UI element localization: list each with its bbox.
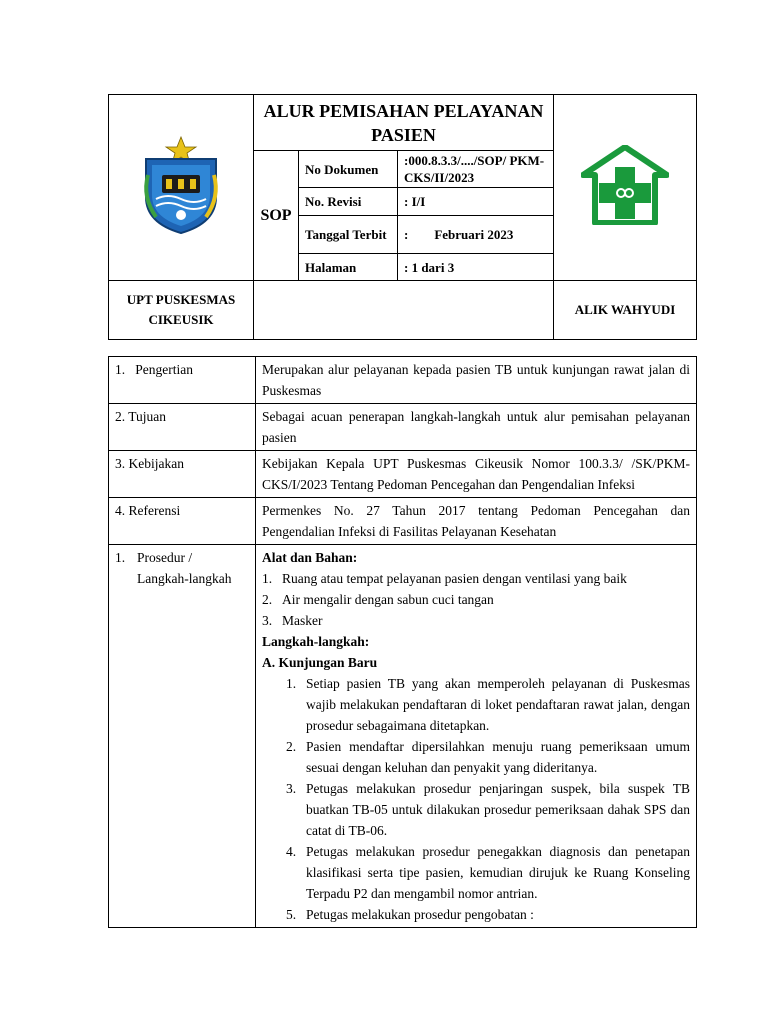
item-number: 1. — [262, 571, 273, 586]
item-number: 3. — [262, 613, 273, 628]
section-label: 1. Pengertian — [109, 357, 256, 404]
item-text: Ruang atau tempat pelayanan pasien dengan ventilasi yang baik — [282, 571, 627, 586]
steps-heading: Langkah-langkah: — [262, 634, 370, 649]
list-item — [286, 778, 690, 841]
procedure-label-line: Langkah-langkah — [137, 571, 232, 586]
procedure-label — [109, 545, 256, 928]
section-row — [109, 404, 697, 451]
list-item — [286, 673, 690, 736]
sop-label: SOP — [254, 151, 299, 281]
regency-emblem-icon — [138, 135, 224, 235]
meta-label: No. Revisi — [299, 188, 398, 216]
item-text: Petugas melakukan prosedur penjaringan suspek, bila suspek TB buatkan TB-05 untuk dilakukan prosedur pemeriksaan dahak SPS dan catat di TB-06. — [306, 781, 690, 838]
meta-value: :000.8.3.3/..../SOP/ PKM-CKS/II/2023 — [398, 151, 554, 188]
regency-logo-cell — [109, 95, 254, 281]
tools-heading: Alat dan Bahan: — [262, 550, 358, 565]
item-number: 5. — [286, 907, 297, 922]
puskesmas-logo-cell — [554, 95, 697, 281]
list-item — [262, 589, 690, 610]
steps-list — [262, 673, 690, 925]
item-text: Petugas melakukan prosedur pengobatan : — [306, 907, 534, 922]
signatory-name: ALIK WAHYUDI — [554, 281, 697, 340]
sop-title: ALUR PEMISAHAN PELAYANAN PASIEN — [254, 95, 554, 151]
item-number: 4. — [286, 844, 297, 859]
section-label: 4. Referensi — [109, 498, 256, 545]
list-item — [262, 568, 690, 589]
list-item — [286, 904, 690, 925]
section-row — [109, 498, 697, 545]
procedure-label-line: Prosedur / — [137, 550, 193, 565]
item-text: Setiap pasien TB yang akan memperoleh pelayanan di Puskesmas wajib melakukan pendaftaran di loket pendaftaran rawat jalan, dengan prosedur sebagaimana ditetapkan. — [306, 676, 690, 733]
section-label: 2. Tujuan — [109, 404, 256, 451]
section-row — [109, 357, 697, 404]
procedure-number: 1. — [115, 550, 126, 565]
item-number: 3. — [286, 781, 297, 796]
item-text: Air mengalir dengan sabun cuci tangan — [282, 592, 494, 607]
item-text: Petugas melakukan prosedur penegakkan diagnosis dan penetapan klasifikasi serta tipe pasien, kemudian dirujuk ke Ruang Konseling Terpadu P2 dan mengambil nomor antrian. — [306, 844, 690, 901]
procedure-body — [256, 545, 697, 928]
subheading: A. Kunjungan Baru — [262, 655, 378, 670]
meta-value: : 1 dari 3 — [398, 254, 554, 281]
item-number: 2. — [262, 592, 273, 607]
list-item — [262, 610, 690, 631]
meta-label: No Dokumen — [299, 151, 398, 188]
item-text: Masker — [282, 613, 323, 628]
section-text: Merupakan alur pelayanan kepada pasien TB untuk kunjungan rawat jalan di Puskesmas — [256, 357, 697, 404]
list-item — [286, 736, 690, 778]
section-text: Permenkes No. 27 Tahun 2017 tentang Pedoman Pencegahan dan Pengendalian Infeksi di Fasilitas Pelayanan Kesehatan — [256, 498, 697, 545]
meta-value: : Februari 2023 — [398, 216, 554, 254]
sop-content-table — [108, 356, 697, 928]
meta-label: Tanggal Terbit — [299, 216, 398, 254]
tools-list — [262, 568, 690, 631]
puskesmas-logo-icon — [581, 145, 669, 225]
sop-header-table — [108, 94, 697, 340]
section-row — [109, 451, 697, 498]
item-number: 2. — [286, 739, 297, 754]
section-text: Sebagai acuan penerapan langkah-langkah untuk alur pemisahan pelayanan pasien — [256, 404, 697, 451]
meta-value: : I/I — [398, 188, 554, 216]
item-text: Pasien mendaftar dipersilahkan menuju ruang pemeriksaan umum sesuai dengan keluhan dan penyakit yang dideritanya. — [306, 739, 690, 775]
meta-label: Halaman — [299, 254, 398, 281]
list-item — [286, 841, 690, 904]
unit-name: UPT PUSKESMAS CIKEUSIK — [109, 281, 254, 340]
section-label: 3. Kebijakan — [109, 451, 256, 498]
section-text: Kebijakan Kepala UPT Puskesmas Cikeusik Nomor 100.3.3/ /SK/PKM-CKS/I/2023 Tentang Pedoman Pencegahan dan Pengendalian Infeksi — [256, 451, 697, 498]
item-number: 1. — [286, 676, 297, 691]
blank-cell — [254, 281, 554, 340]
procedure-row — [109, 545, 697, 928]
